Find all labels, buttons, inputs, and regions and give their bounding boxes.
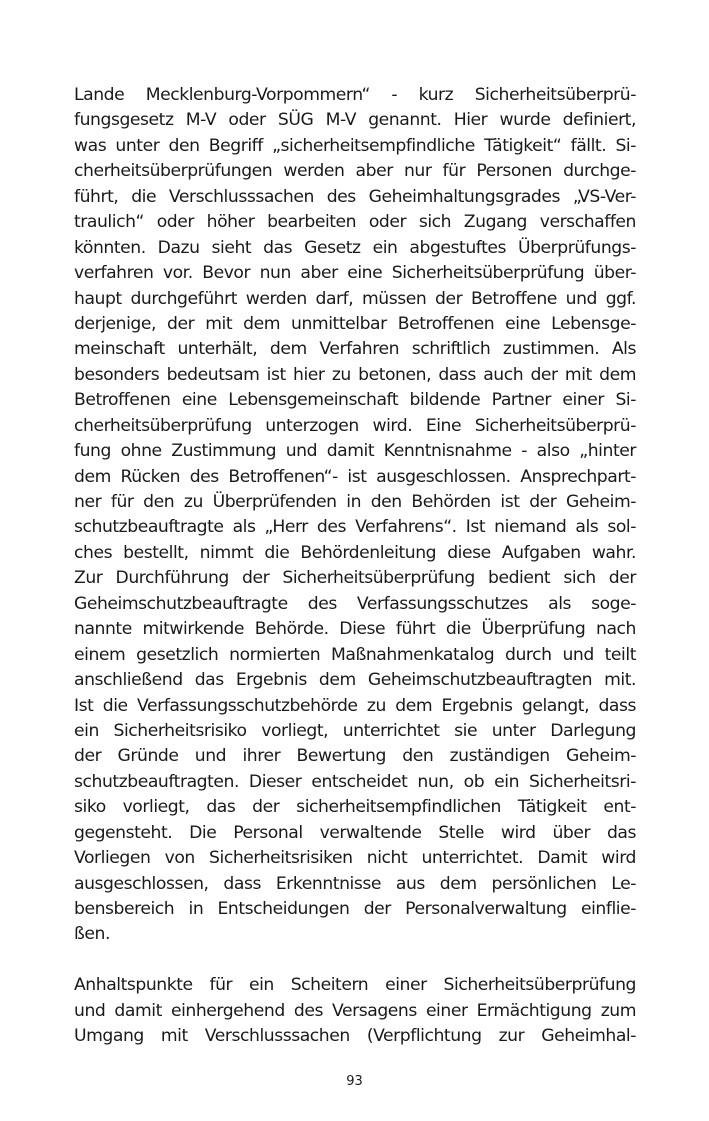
- text-line: schutzbeauftragten. Dieser entscheidet nun, ob ein Sicherheitsri-: [74, 771, 636, 792]
- text-line: der Gründe und ihrer Bewertung den zuständigen Geheim-: [74, 746, 636, 767]
- text-line: besonders bedeutsam ist hier zu betonen, dass auch der mit dem: [74, 364, 636, 385]
- text-line: siko vorliegt, das der sicherheitsempfindlichen Tätigkeit ent-: [74, 797, 636, 818]
- text-line: gegensteht. Die Personal verwaltende Stelle wird über das: [74, 822, 636, 843]
- text-line: derjenige, der mit dem unmittelbar Betroffenen eine Lebensge-: [74, 313, 636, 334]
- text-line: ches bestellt, nimmt die Behördenleitung diese Aufgaben wahr.: [74, 542, 636, 563]
- text-line: ner für den zu Überprüfenden in den Behörden ist der Geheim-: [74, 492, 636, 512]
- text-line: dem Rücken des Betroffenen“- ist ausgeschlossen. Ansprechpart-: [74, 466, 636, 487]
- text-line: meinschaft unterhält, dem Verfahren schriftlich zustimmen. Als: [74, 339, 636, 360]
- text-line: Zur Durchführung der Sicherheitsüberprüfung bedient sich der: [74, 568, 636, 589]
- text-line: führt, die Verschlusssachen des Geheimhaltungsgrades „VS-Ver-: [74, 186, 636, 207]
- body-paragraph-2: [74, 973, 636, 1049]
- text-line: bensbereich in Entscheidungen der Personalverwaltung einflie-: [74, 899, 636, 919]
- text-line: Lande Mecklenburg-Vorpommern“ - kurz Sicherheitsüberprü-: [74, 85, 636, 105]
- text-line: haupt durchgeführt werden darf, müssen der Betroffene und ggf.: [74, 288, 636, 309]
- text-line: einem gesetzlich normierten Maßnahmenkatalog durch und teilt: [74, 644, 636, 665]
- text-line: fungsgesetz M-V oder SÜG M-V genannt. Hier wurde definiert,: [74, 110, 636, 131]
- text-line: Anhaltspunkte für ein Scheitern einer Sicherheitsüberprüfung: [74, 975, 636, 996]
- text-line: verfahren vor. Bevor nun aber eine Sicherheitsüberprüfung über-: [74, 263, 636, 284]
- text-line: anschließend das Ergebnis dem Geheimschutzbeauftragten mit.: [74, 670, 636, 691]
- text-line: Vorliegen von Sicherheitsrisiken nicht unterrichtet. Damit wird: [74, 848, 636, 869]
- text-line: und damit einhergehend des Versagens einer Ermächtigung zum: [74, 1000, 636, 1021]
- text-line: Umgang mit Verschlusssachen (Verpflichtung zur Geheimhal-: [74, 1026, 636, 1047]
- text-line: cherheitsüberprüfungen werden aber nur für Personen durchge-: [74, 161, 636, 182]
- text-line: was unter den Begriff „sicherheitsempfindliche Tätigkeit“ fällt. Si-: [74, 135, 636, 156]
- text-line: könnten. Dazu sieht das Gesetz ein abgestuftes Überprüfungs-: [74, 237, 636, 258]
- text-line: fung ohne Zustimmung und damit Kenntnisnahme - also „hinter: [74, 441, 636, 462]
- text-line: cherheitsüberprüfung unterzogen wird. Eine Sicherheitsüberprü-: [74, 415, 636, 436]
- text-line: ßen.: [74, 924, 110, 945]
- text-line: ein Sicherheitsrisiko vorliegt, unterrichtet sie unter Darlegung: [74, 720, 636, 741]
- page-body: [74, 83, 636, 1050]
- body-paragraph-1: [74, 83, 636, 948]
- text-line: Ist die Verfassungsschutzbehörde zu dem Ergebnis gelangt, dass: [74, 695, 636, 716]
- page-number: 93: [346, 1074, 363, 1089]
- text-line: schutzbeauftragte als „Herr des Verfahrens“. Ist niemand als sol-: [74, 517, 636, 538]
- text-line: ausgeschlossen, dass Erkenntnisse aus dem persönlichen Le-: [74, 873, 636, 894]
- text-line: traulich“ oder höher bearbeiten oder sich Zugang verschaffen: [74, 212, 636, 233]
- text-line: Betroffenen eine Lebensgemeinschaft bildende Partner einer Si-: [74, 390, 636, 411]
- text-line: nannte mitwirkende Behörde. Diese führt die Überprüfung nach: [74, 619, 636, 640]
- text-line: Geheimschutzbeauftragte des Verfassungsschutzes als soge-: [74, 593, 636, 614]
